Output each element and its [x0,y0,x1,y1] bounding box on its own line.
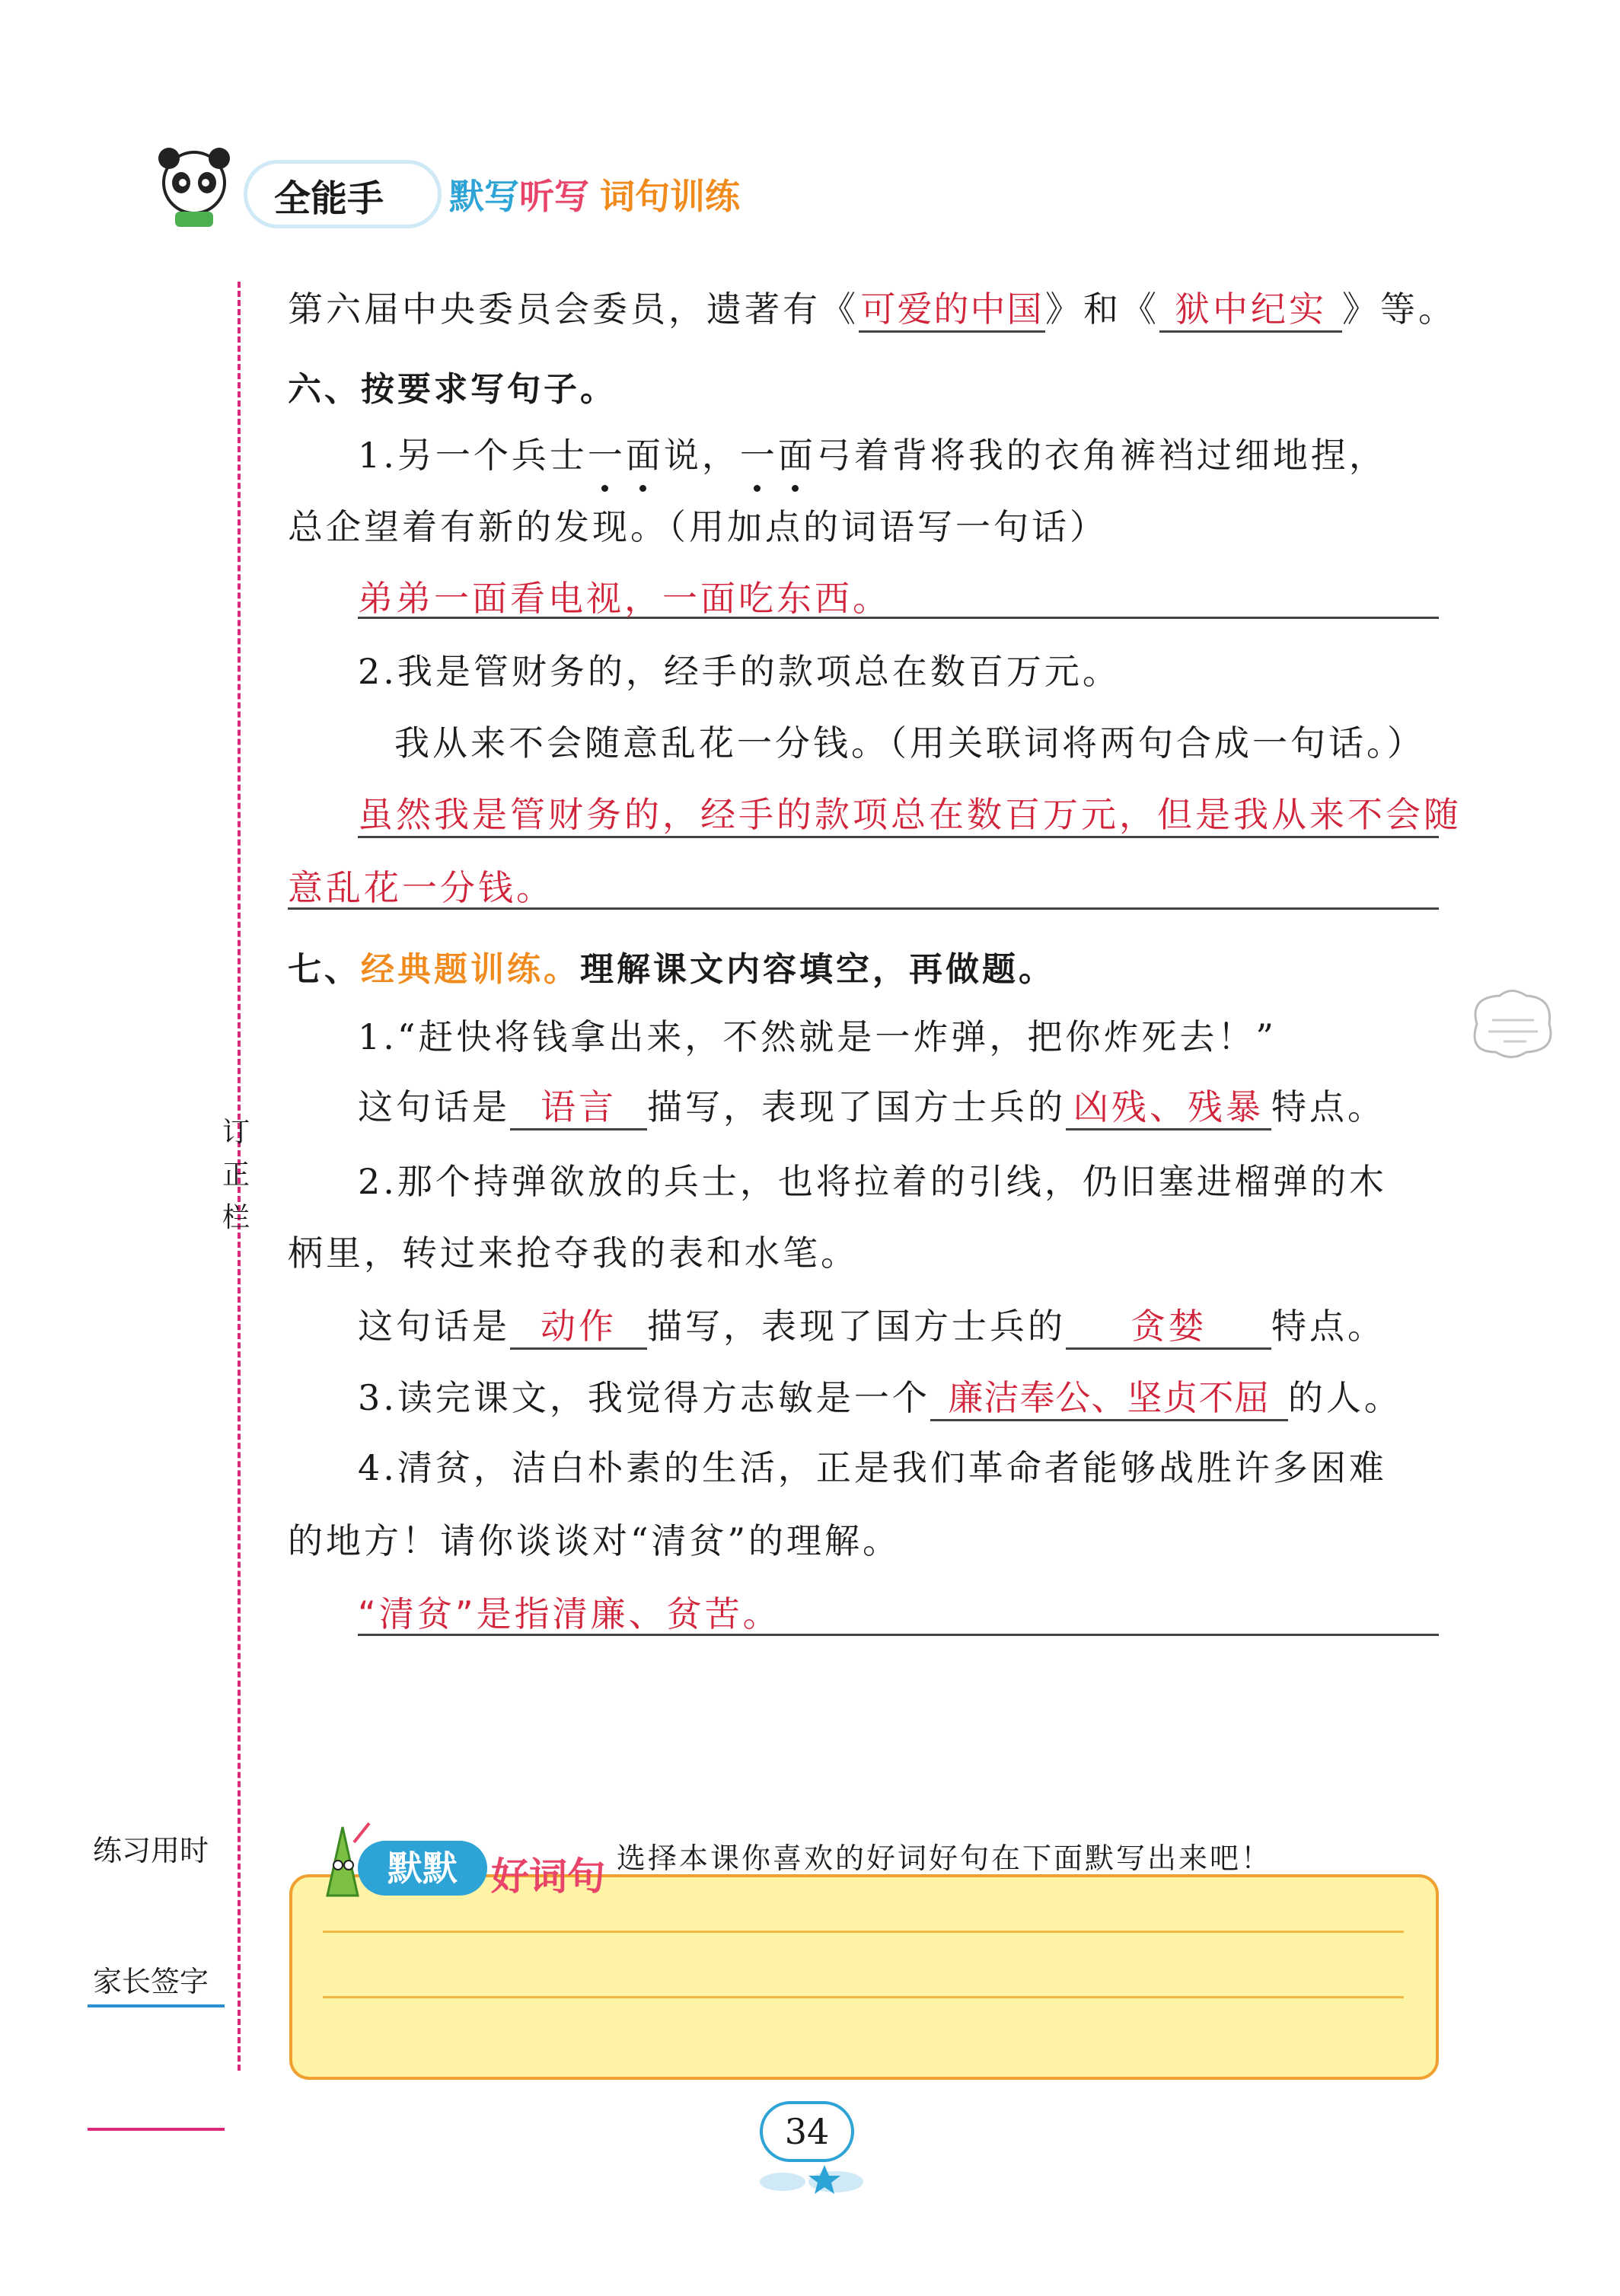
p2-fill-line [358,1303,1386,1350]
section-7-tag: 经典题训练。 [361,950,580,989]
box-prompt: 选择本课你喜欢的好词好句在下面默写出来吧！ [617,1842,1273,1875]
q1-dotted-char-3: 一 [740,435,778,476]
brand-title: 全能手 [274,177,384,220]
intro-line [288,286,1456,333]
parent-sign-label: 家长签字 [93,1965,209,1998]
emphasis-dot [754,485,761,492]
p3-answer: 廉洁奉公、坚贞不屈 [930,1376,1288,1421]
brand-sub-2: 听写 [519,176,589,217]
margin-label-1: 订 [222,1117,250,1148]
p1-text-post: 特点。 [1271,1086,1386,1127]
write-line-2 [323,1996,1404,1998]
p4-answer: “清贫”是指清廉、贫苦。 [358,1593,781,1634]
badge-mo: 默默 [358,1841,487,1896]
p2-answer-1: 动作 [510,1305,647,1350]
write-line-1 [323,1931,1404,1933]
answer-book-1: 可爱的中国 [859,288,1045,333]
p3-fill-line [358,1375,1402,1421]
p2-text-post: 特点。 [1271,1306,1386,1347]
brand-sub-1: 默写 [449,176,519,217]
q1-line-1 [358,432,1387,478]
p2-text-mid: 描写，表现了国方士兵的 [647,1306,1066,1347]
p2-line-2: 柄里，转过来抢夺我的表和水笔。 [288,1233,859,1274]
stamp-icon [1462,982,1561,1069]
panda-mascot-icon [152,145,236,228]
brand-sub-3: 词句训练 [600,176,740,217]
q1-text-a: 1.另一个兵士 [358,435,588,476]
q1-line-2: 总企望着有新的发现。（用加点的词语写一句话） [288,506,1108,547]
q2-line-2: 我从来不会随意乱花一分钱。（用关联词将两句合成一句话。） [394,722,1425,764]
page-number: 34 [760,2101,854,2162]
intro-text-1: 第六届中央委员会委员，遗著有《 [288,289,859,330]
q1-answer: 弟弟一面看电视，一面吃东西。 [358,578,891,619]
q2-answer-2: 意乱花一分钱。 [288,867,554,908]
emphasis-dot [639,485,646,492]
parent-sign-rule [88,2128,225,2131]
q2-line-1: 2.我是管财务的，经手的款项总在数百万元。 [358,651,1121,692]
section-7-prefix: 七、 [288,950,361,989]
q1-dotted-char-1: 一 [588,435,626,476]
brand-subtitle [449,169,740,219]
p4-line-2: 的地方！请你谈谈对“清贫”的理解。 [288,1520,901,1561]
p2-text-pre: 这句话是 [358,1306,510,1347]
q2-answer-1: 虽然我是管财务的，经手的款项总在数百万元，但是我从来不会随 [358,794,1462,835]
q1-text-c-wrap: 面弓着背将我的衣角裤裆过细地捏， [778,435,1387,476]
p4-line-1: 4.清贫，洁白朴素的生活，正是我们革命者能够战胜许多困难 [358,1447,1387,1488]
p3-text-post: 的人。 [1287,1377,1402,1418]
p3-text-pre: 3.读完课文，我觉得方志敏是一个 [358,1377,930,1418]
p2-answer-2: 贪婪 [1066,1305,1271,1350]
intro-text-3: 》等。 [1342,289,1456,330]
p1-text-mid: 描写，表现了国方士兵的 [647,1086,1066,1127]
star-cloud-icon [752,2159,874,2208]
practice-time-rule [88,2004,225,2007]
emphasis-dot [792,485,799,492]
answer-book-2: 狱中纪实 [1159,288,1342,333]
margin-label-3: 栏 [222,1202,250,1233]
p1-answer-1: 语言 [510,1086,647,1130]
p1-text-pre: 这句话是 [358,1086,510,1127]
section-6-title: 六、按要求写句子。 [288,370,617,409]
emphasis-dot [601,485,608,492]
p2-line-1: 2.那个持弹欲放的兵士，也将拉着的引线，仍旧塞进榴弹的木 [358,1161,1387,1202]
practice-time-label: 练习用时 [93,1834,209,1867]
p1-fill-line [358,1084,1386,1130]
badge-good-words: 好词句 [491,1854,605,1899]
p1-quote: 1.“赶快将钱拿出来，不然就是一炸弹，把你炸死去！” [358,1016,1277,1057]
margin-label-2: 正 [222,1159,250,1191]
section-7-instruction: 理解课文内容填空，再做题。 [580,950,1055,989]
p1-answer-2: 凶残、残暴 [1066,1086,1271,1130]
q1-dotted-char-2-wrap: 面说， [626,435,740,476]
intro-text-2: 》和《 [1045,289,1159,330]
favorite-sentences-box[interactable] [289,1874,1439,2080]
section-7-title [288,947,1055,993]
